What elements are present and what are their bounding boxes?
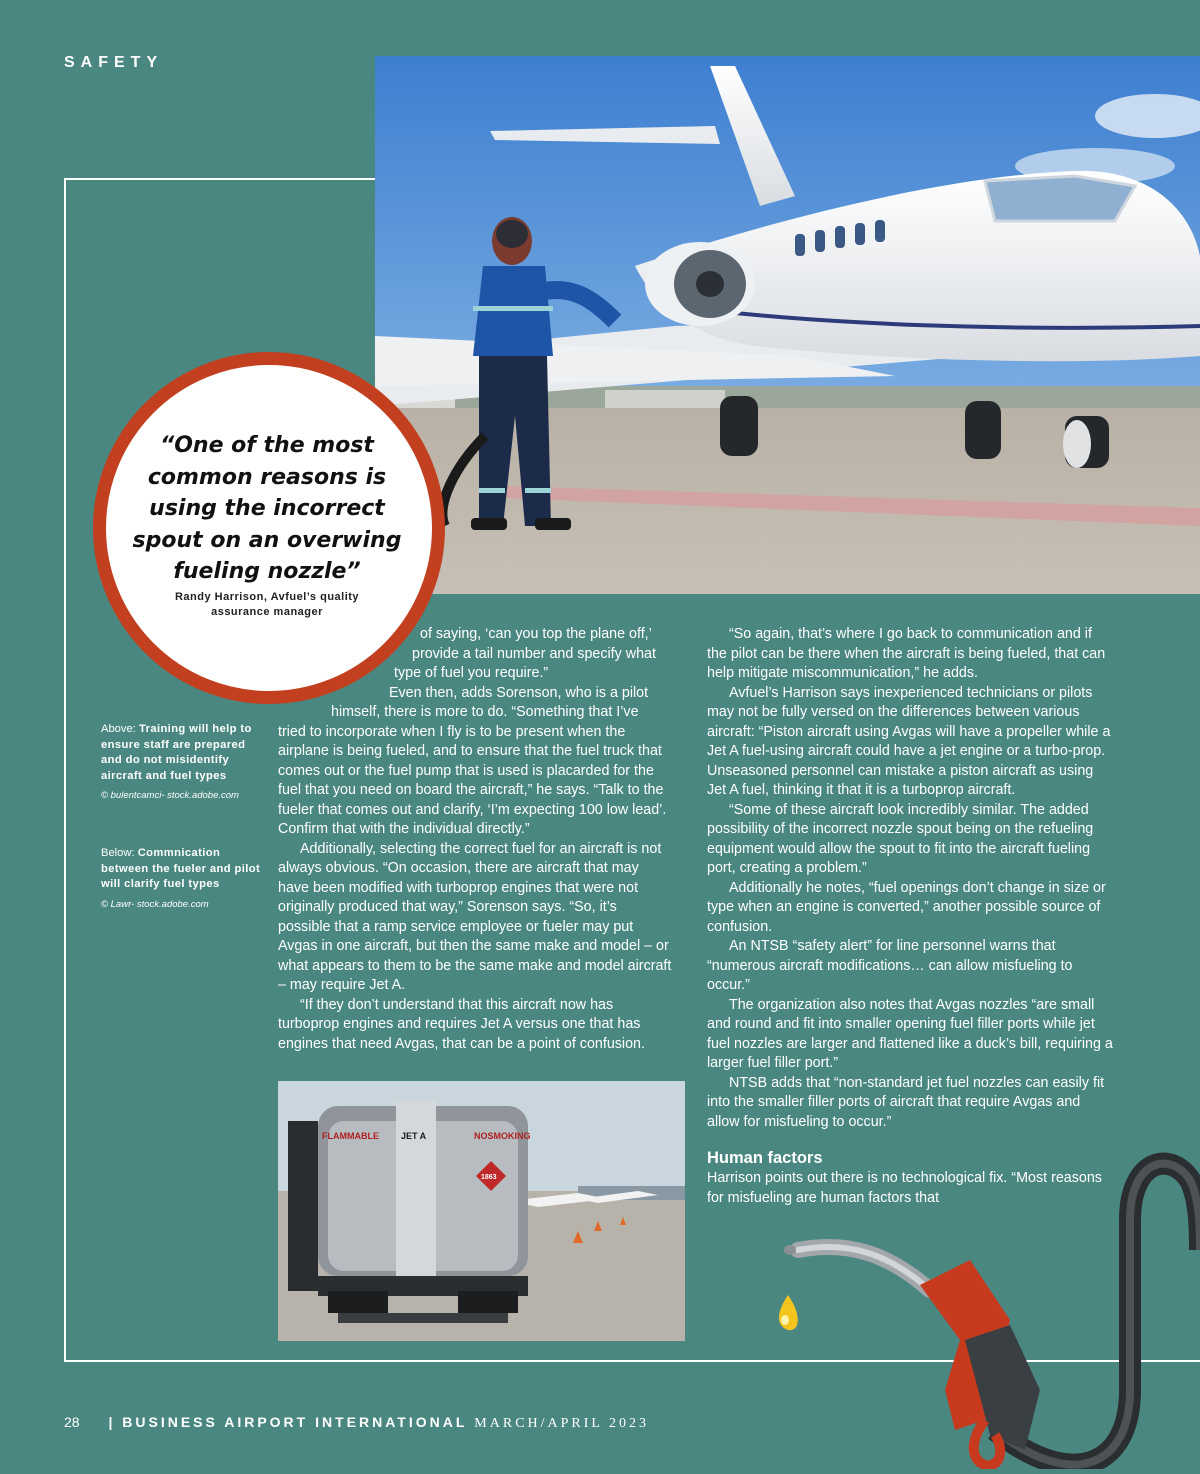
caption-above xyxy=(101,722,266,804)
fuel-nozzle-illustration xyxy=(770,1090,1200,1469)
caption-below-credit: © Lawr- stock.adobe.com xyxy=(101,898,209,910)
tanker-label-no-smoking: NOSMOKING xyxy=(474,1131,531,1141)
fuel-drop-icon xyxy=(779,1295,798,1330)
caption-below-prefix: Below: xyxy=(101,847,138,859)
paragraph: Harrison points out there is no technological fix. “Most reasons for misfueling are human factors that xyxy=(707,1170,1102,1206)
paragraph: An NTSB “safety alert” for line personnel warns that “numerous aircraft modifications… can allow misfueling to occur.” xyxy=(707,938,1073,993)
paragraph: tried to incorporate when I fly is to be present when the airplane is being fueled, and to ensure that the fuel truck that comes out or the fuel pump that is used is placarded for the fuel that you need on board the aircraft,” he says. “Talk to the fueler that comes out and clarify, ‘I’m expecting 100 low lead’. Confirm that with the individual directly.” xyxy=(278,723,667,837)
caption-below xyxy=(101,846,266,912)
section-label: SAFETY xyxy=(64,54,164,71)
pullquote-attribution: Randy Harrison, Avfuel’s quality assurance manager xyxy=(174,591,360,618)
paragraph: NTSB adds that “non-standard jet fuel nozzles can easily fit into the smaller filler ports of aircraft that require Avgas and allow for misfueling to occur.” xyxy=(707,1074,1105,1130)
text-line: of saying, ‘can you top the plane off,’ xyxy=(420,626,652,642)
publication-name: | BUSINESS AIRPORT INTERNATIONAL xyxy=(108,1414,468,1430)
page-footer xyxy=(64,1414,649,1432)
paragraph: “If they don’t understand that this aircraft now has turboprop engines and requires Jet A versus one that has engines that need Avgas, that can be a point of confusion. xyxy=(278,996,645,1052)
caption-below-text: Commnication between the fueler and pilot will clarify fuel types xyxy=(101,847,261,890)
tanker-label-flammable: FLAMMABLE xyxy=(322,1131,379,1141)
issue-date: MARCH/APRIL 2023 xyxy=(474,1416,649,1431)
tanker-label-jet-a: JET A xyxy=(401,1131,427,1141)
paragraph: “So again, that’s where I go back to communication and if the pilot can be there when the aircraft is being fueled, that can help mitigate miscommunication,” he adds. xyxy=(707,626,1106,681)
text-line: type of fuel you require.” xyxy=(394,665,549,681)
pullquote-text: “One of the most common reasons is using the incorrect spout on an overwing fueling nozzle” xyxy=(132,433,402,584)
paragraph: “Some of these aircraft look incredibly similar. The added possibility of the incorrect nozzle spout being on the refueling equipment would allow the spout to fit into the aircraft fueling port, creating a problem.” xyxy=(707,801,1094,876)
tanker-label-un-number: 1863 xyxy=(481,1174,497,1181)
article-column-left xyxy=(278,625,673,1054)
text-line: Even then, adds Sorenson, who is a pilot xyxy=(389,684,649,701)
subheading-human-factors: Human factors xyxy=(707,1149,823,1167)
hero-photo-jet-refueling xyxy=(375,56,1200,594)
paragraph: The organization also notes that Avgas nozzles “are small and round and fit into smaller opening fuel filler ports while jet fuel nozzles are larger and flattened like a duck’s bill, requiring a larger fuel filler port.” xyxy=(707,996,1113,1071)
photo-fuel-tanker xyxy=(278,1081,685,1341)
text-line: himself, there is more to do. “Something that I’ve xyxy=(331,704,639,720)
caption-above-text: Training will help to ensure staff are prepared and do not misidentify aircraft and fuel types xyxy=(101,723,252,782)
caption-above-prefix: Above: xyxy=(101,723,139,735)
paragraph: Additionally, selecting the correct fuel for an aircraft is not always obvious. “On occasion, there are aircraft that may have been modified with turboprop engines that were not originally produced that way,” Sorenson says. “So, it’s possible that a ramp service employee or fueler may put Avgas in one aircraft, but then the same make and model – or what appears to them to be the same make and model aircraft – may require Jet A. xyxy=(278,840,672,993)
text-line: provide a tail number and specify what xyxy=(412,645,656,662)
caption-above-credit: © bulentcamci- stock.adobe.com xyxy=(101,790,239,801)
page-number: 28 xyxy=(64,1414,80,1430)
paragraph: Avfuel’s Harrison says inexperienced technicians or pilots may not be fully versed on the differences between various aircraft: “Piston aircraft using Avgas will have a propeller while a Jet A fuel-using aircraft could have a jet engine or a turbo-prop. Unseasoned personnel can mistake a piston aircraft as using Jet A fuel, thinking it that it is a turboprop aircraft. xyxy=(707,684,1111,798)
paragraph: Additionally he notes, “fuel openings don’t change in size or type when an engine is converted,” another possible source of confusion. xyxy=(707,879,1106,935)
